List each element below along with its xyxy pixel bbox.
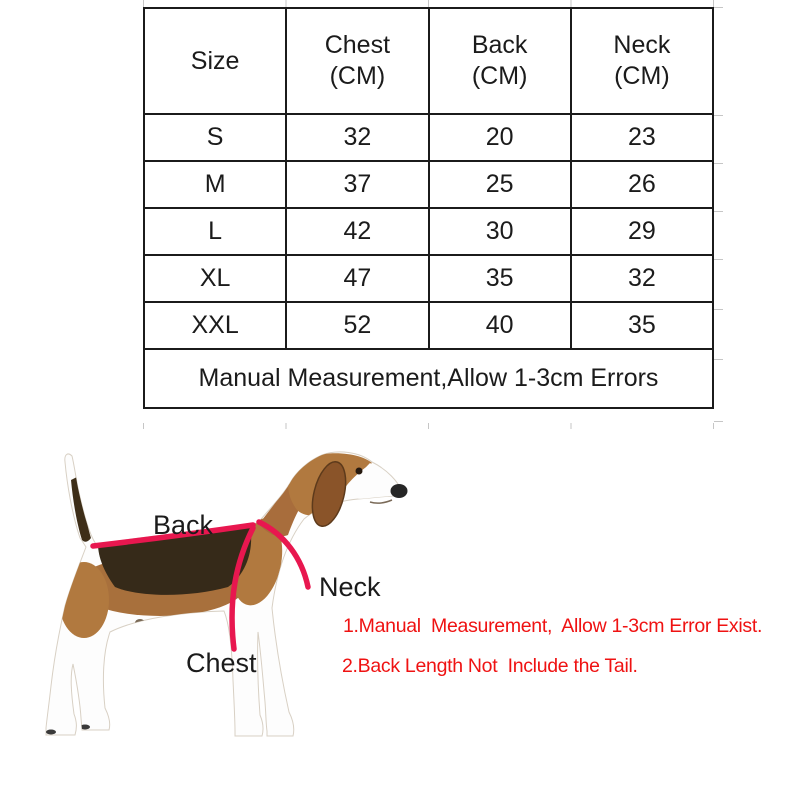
table-row xyxy=(144,114,713,161)
dog-eye xyxy=(356,468,363,475)
dog-mouth-line xyxy=(370,500,392,503)
cell-chest: 47 xyxy=(286,255,428,302)
table-row xyxy=(144,255,713,302)
cell-back: 35 xyxy=(429,255,571,302)
grid-artifact xyxy=(714,7,723,8)
grid-artifact xyxy=(714,211,723,212)
dog-hind-toe xyxy=(46,730,56,735)
cell-size: XXL xyxy=(144,302,286,349)
col-label: Neck xyxy=(613,31,671,59)
grid-artifact xyxy=(714,259,723,260)
cell-neck: 23 xyxy=(571,114,713,161)
neck-measure-label: Neck xyxy=(319,572,381,602)
col-header-neck xyxy=(571,8,713,114)
table-row xyxy=(144,161,713,208)
note-manual-measurement: 1.Manual Measurement, Allow 1-3cm Error Exist. xyxy=(343,615,763,637)
col-label: Size xyxy=(190,46,240,75)
table-row xyxy=(144,302,713,349)
table-header-row xyxy=(144,8,713,114)
grid-artifact xyxy=(714,115,723,116)
col-header-back xyxy=(429,8,571,114)
cell-size: M xyxy=(144,161,286,208)
cell-size: S xyxy=(144,114,286,161)
cell-size: XL xyxy=(144,255,286,302)
cell-neck: 35 xyxy=(571,302,713,349)
col-label: Back xyxy=(471,31,528,59)
cell-size: L xyxy=(144,208,286,255)
cell-neck: 29 xyxy=(571,208,713,255)
grid-artifact xyxy=(714,309,723,310)
cell-back: 25 xyxy=(429,161,571,208)
cell-chest: 32 xyxy=(286,114,428,161)
table-footer-row xyxy=(144,349,713,408)
col-unit: (CM) xyxy=(329,62,386,90)
cell-neck: 26 xyxy=(571,161,713,208)
dog-belly-spot xyxy=(135,619,145,627)
table-row xyxy=(144,208,713,255)
cell-back: 40 xyxy=(429,302,571,349)
cell-chest: 42 xyxy=(286,208,428,255)
cell-back: 20 xyxy=(429,114,571,161)
col-unit: (CM) xyxy=(614,62,670,90)
grid-artifact xyxy=(714,421,723,422)
cell-neck: 32 xyxy=(571,255,713,302)
grid-artifact xyxy=(714,163,723,164)
cell-back: 30 xyxy=(429,208,571,255)
grid-artifact xyxy=(714,359,723,360)
col-header-chest xyxy=(286,8,428,114)
dog-illustration xyxy=(20,440,410,775)
col-unit: (CM) xyxy=(471,62,528,90)
back-measure-label: Back xyxy=(153,510,214,540)
col-header-size xyxy=(144,8,286,114)
size-table xyxy=(143,7,714,409)
col-label: Chest xyxy=(324,31,391,59)
note-back-length: 2.Back Length Not Include the Tail. xyxy=(342,655,638,677)
measurement-tolerance-note: Manual Measurement,Allow 1-3cm Errors xyxy=(144,349,713,408)
cell-chest: 37 xyxy=(286,161,428,208)
grid-artifact xyxy=(143,423,715,429)
cell-chest: 52 xyxy=(286,302,428,349)
dog-nose xyxy=(391,484,408,498)
chest-measure-label: Chest xyxy=(186,648,257,678)
